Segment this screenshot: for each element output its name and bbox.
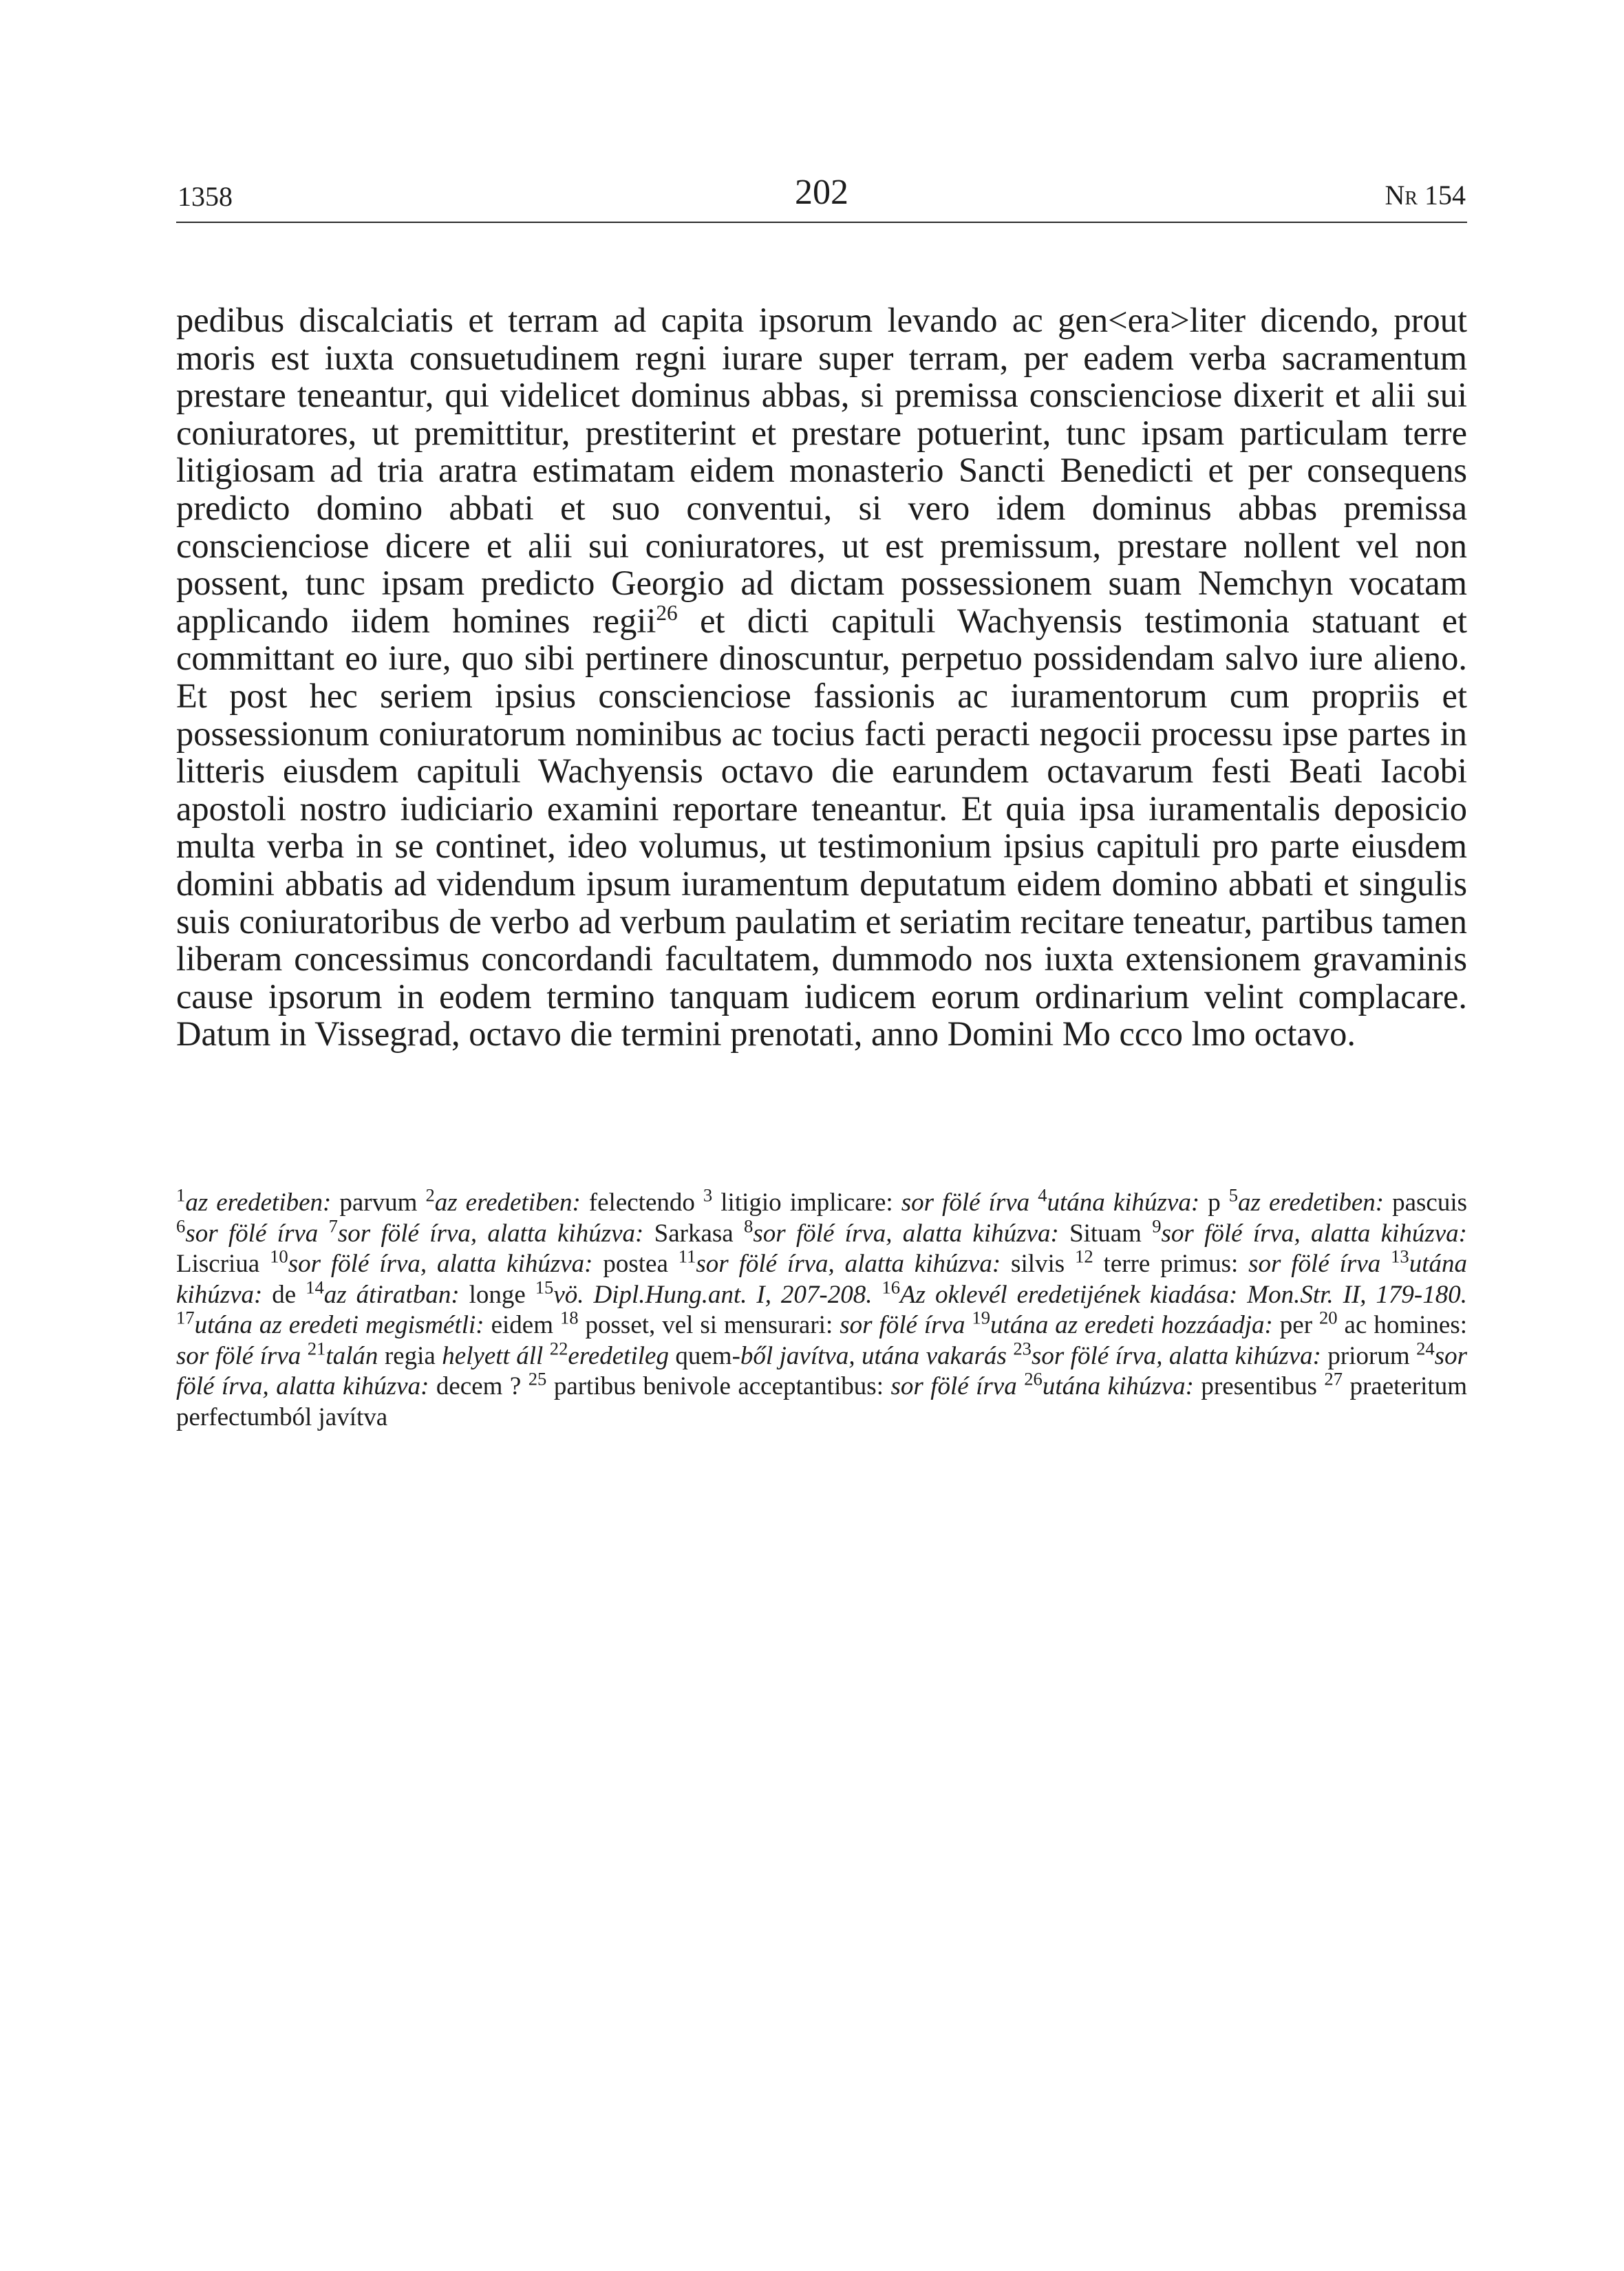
footnote-number: 21 [307,1338,326,1359]
footnote-number: 14 [306,1277,324,1298]
footnote-number: 9 [1152,1215,1162,1237]
footnote-note: utána kihúzva: [176,1250,1468,1309]
footnote-note: sor fölé írva [185,1219,319,1248]
footnote-text: p [1199,1188,1229,1217]
footnote-note: sor fölé írva [1248,1250,1381,1278]
footnote-note: eredetileg [568,1341,669,1370]
document-number: Nr 154 [1385,180,1466,211]
footnote-text: Liscriua [176,1250,270,1278]
footnote-text: postea [592,1250,679,1278]
footnote-number: 13 [1391,1246,1409,1267]
footnote-text: eidem [484,1311,560,1339]
footnote-number: 27 [1324,1368,1343,1389]
footnote-note: talán [325,1341,378,1370]
footnote [549,1338,1007,1370]
footnote-number: 2 [425,1184,435,1206]
footnote [882,1277,1468,1309]
footnote-number: 7 [328,1215,338,1237]
footnote [678,1246,1076,1278]
footnote-note: sor fölé írva, alatta kihúzva: [753,1219,1059,1248]
footnote [559,1307,965,1339]
footnote-note: utána kihúzva: [1042,1372,1194,1400]
footnote-note: sor fölé írva, alatta kihúzva: [1031,1341,1321,1370]
footnote-text: parvum [331,1188,426,1217]
footnote-note: ből javítva, utána vakarás [740,1341,1007,1370]
footnote-number: 5 [1228,1184,1239,1206]
footnote [176,1215,319,1248]
footnote-text: praeteritum perfectumból javítva [176,1372,1467,1431]
footnote-note: vö. Dipl.Hung.ant. I, 207-208. [553,1280,873,1309]
footnotes [176,1184,1468,1433]
footnote-note: Az oklevél eredetijének kiadása: Mon.Str. II, 179-180. [900,1280,1468,1309]
footnote-number: 4 [1038,1184,1047,1206]
footnote-text: regia [378,1341,442,1370]
footnote-note: sor fölé írva [901,1188,1030,1217]
footnote-text: Situam [1058,1219,1153,1248]
footnote-text: felectendo [580,1188,703,1217]
footnote-number: 17 [176,1307,195,1328]
footnote-text: litigio implicare: [712,1188,901,1217]
footnote-note: sor fölé írva, alatta kihúzva: [696,1250,1001,1278]
footnote-text: presentibus [1193,1372,1325,1400]
running-header [176,165,1467,223]
footnote [972,1307,1319,1339]
footnote [1013,1338,1417,1370]
footnote-ref-26: 26 [656,600,678,625]
footnote [1024,1368,1325,1400]
footnote [528,1368,1017,1400]
page-number: 202 [795,173,848,212]
footnote-note: utána az eredeti hozzáadja: [990,1311,1273,1339]
footnote [270,1246,679,1278]
footnote-note: sor fölé írva [176,1341,301,1370]
footnote-number: 16 [882,1277,901,1298]
footnote-number: 22 [549,1338,568,1359]
footnote-number: 18 [559,1307,579,1328]
footnote-text: partibus benivole acceptantibus: [546,1372,891,1400]
footnote-text: quem- [668,1341,740,1370]
footnote-note: utána az eredeti megismétli: [194,1311,484,1339]
footnote [306,1277,535,1309]
footnote-number: 3 [703,1184,713,1206]
footnote-number: 1 [176,1184,186,1206]
footnote [1228,1184,1468,1217]
footnote-note: az eredetiben: [185,1188,332,1217]
footnote-number: 12 [1075,1246,1093,1267]
footnote-note: sor fölé írva [840,1311,965,1339]
header-year: 1358 [178,181,233,212]
footnote [176,1307,560,1339]
main-text-part-2: et dicti capituli Wachyensis testimonia statuant et committant eo iure, quo sibi pertinere dinoscuntur, perpetuo possidendam salvo iure alieno. Et post hec seriem ipsius conscienciose fassionis ac iuramentorum cum propriis et possessionum coniuratorum nominibus ac tocius facti peracti negocii processu ipse partes in litteris eiusdem capituli Wachyensis octavo die earundem octavarum festi Beati Iacobi apostoli nostro iudiciario examini reportare teneantur. Et quia ipsa iuramentalis deposicio multa verba in se continet, ideo volumus, ut testimonium ipsius capituli pro parte eiusdem domini abbatis ad videndum ipsum iuramentum deputatum eidem domino abbati et singulis suis coniuratoribus de verbo ad verbum paulatim et seriatim recitare teneatur, partibus tamen liberam concessimus concordandi facultatem, dummodo nos iuxta extensionem gravaminis cause ipsorum in eodem termino tanquam iudicem eorum ordinarium velint complacare. Datum in Vissegrad, octavo die termini prenotati, anno Domini Mo ccco lmo octavo. [176,601,1468,1054]
footnote-number: 19 [972,1307,991,1328]
main-text-part-1: pedibus discalciatis et terram ad capita ipsorum levando ac gen<era>liter dicendo, prout moris est iuxta consuetudinem regni iurare super terram, per eadem verba sacramentum prestare teneantur, qui videlicet dominus abbas, si premissa conscienciose dixerit et alii sui coniuratores, ut premittitur, prestiterint et prestare potuerint, tunc ipsam particulam terre litigiosam ad tria aratra estimatam eidem monasterio Sancti Benedicti et per consequens predicto domino abbati et suo conventui, si vero idem dominus abbas premissa conscienciose dicere et alii sui coniuratores, ut est premissum, prestare nollent vel non possent, tunc ipsam predicto Georgio ad dictam possessionem suam Nemchyn vocatam applicando iidem homines regii [176,301,1467,640]
footnote-note: sor fölé írva, alatta kihúzva: [176,1341,1468,1400]
footnote-note: utána kihúzva: [1047,1188,1200,1217]
footnote [1075,1246,1381,1278]
footnote-number: 25 [528,1368,547,1389]
footnote-number: 23 [1013,1338,1032,1359]
footnote-text: posset, vel si mensurari: [578,1311,840,1339]
footnote [328,1215,744,1248]
footnote [535,1277,873,1309]
footnote-note: sor fölé írva, alatta kihúzva: [288,1250,593,1278]
footnote-note: sor fölé írva, alatta kihúzva: [1161,1219,1467,1248]
footnote-text: per [1272,1311,1319,1339]
footnote [744,1215,1153,1248]
footnote [425,1184,703,1217]
footnote-number: 26 [1024,1368,1043,1389]
footnote-number: 8 [744,1215,754,1237]
footnote-text: ac homines: [1337,1311,1468,1339]
footnote-number: 20 [1318,1307,1338,1328]
footnote-number: 24 [1416,1338,1435,1359]
footnote-text: pascuis [1384,1188,1468,1217]
main-text [176,301,1467,1053]
footnote-note: az átiratban: [323,1280,460,1309]
footnote [1038,1184,1229,1217]
footnote-note: az eredetiben: [1238,1188,1385,1217]
footnote-text: terre primus: [1093,1250,1249,1278]
footnote-text: de [262,1280,306,1309]
footnote-number: 6 [176,1215,186,1237]
footnote [703,1184,1030,1217]
footnote [176,1184,426,1217]
footnote [307,1338,544,1370]
footnote-note: az eredetiben: [434,1188,581,1217]
footnote-number: 10 [270,1246,288,1267]
footnote-note: helyett áll [442,1341,544,1370]
footnote-note: sor fölé írva, alatta kihúzva: [337,1219,644,1248]
footnote-note: sor fölé írva [890,1372,1017,1400]
footnote-number: 11 [678,1246,696,1267]
footnote-text: Sarkasa [643,1219,744,1248]
footnote-text: silvis [1001,1250,1076,1278]
footnote-text: longe [459,1280,535,1309]
footnote-text: priorum [1321,1341,1417,1370]
footnote-number: 15 [535,1277,554,1298]
footnote-text: decem ? [429,1372,528,1400]
